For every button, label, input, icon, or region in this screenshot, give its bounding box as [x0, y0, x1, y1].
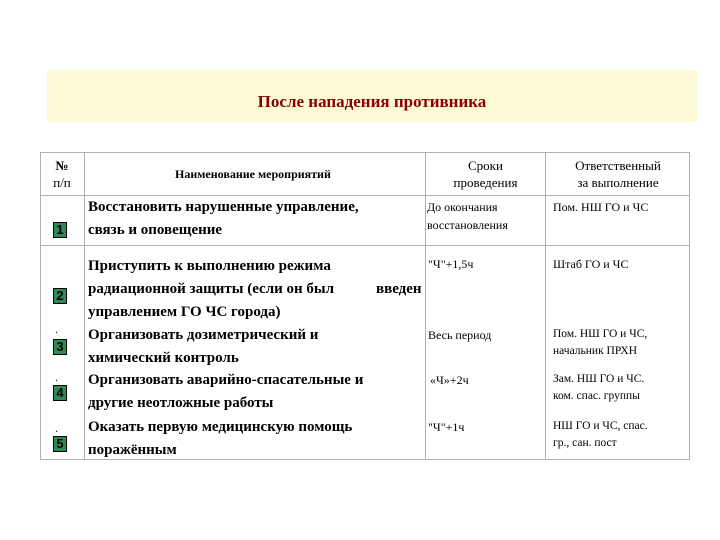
- dot-marker: .: [55, 370, 58, 384]
- page-title: После нападения противника: [257, 92, 487, 111]
- row-4-term: «Ч»+2ч: [430, 373, 469, 387]
- row-number-1: 1: [53, 222, 67, 238]
- row-4-responsible: Зам. НШ ГО и ЧС. ком. спас. группы: [553, 373, 645, 402]
- title-banner: [47, 70, 697, 122]
- row-2-action: Приступить к выполнению режима радиационной защиты (если он был управлением ГО ЧС города): [88, 258, 335, 320]
- row-1-responsible: Пом. НШ ГО и ЧС: [553, 200, 649, 214]
- col-divider-name: [425, 152, 426, 460]
- row-2-responsible: Штаб ГО и ЧС: [553, 257, 629, 271]
- row-number-5: 5: [53, 436, 67, 452]
- row-number-3: 3: [53, 339, 67, 355]
- col-divider-number: [84, 152, 85, 460]
- header-num: № п/п: [53, 158, 71, 190]
- dot-marker: .: [55, 322, 58, 336]
- row-5-term: "Ч"+1ч: [428, 420, 465, 434]
- row-1-action: Восстановить нарушенные управление, связь и оповещение: [88, 199, 359, 238]
- row-5-responsible: НШ ГО и ЧС, спас. гр., сан. пост: [553, 420, 648, 449]
- col-divider-term: [545, 152, 546, 460]
- header-responsible: Ответственный за выполнение: [575, 158, 661, 190]
- row-number-2: 2: [53, 288, 67, 304]
- dot-marker: .: [55, 421, 58, 435]
- header-term: Сроки проведения: [453, 158, 518, 190]
- row-3-term: Весь период: [428, 328, 492, 342]
- row-number-4: 4: [53, 385, 67, 401]
- row-2-overlap-word: введен: [376, 281, 422, 297]
- row-divider: [40, 245, 690, 246]
- row-3-responsible: Пом. НШ ГО и ЧС, начальник ПРХН: [553, 328, 648, 357]
- row-2-term: "Ч"+1,5ч: [428, 257, 474, 271]
- row-3-action: Организовать дозиметрический и химический контроль: [88, 327, 319, 366]
- row-4-action: Организовать аварийно-спасательные и другие неотложные работы: [88, 372, 364, 411]
- row-1-term: До окончания восстановления: [427, 200, 508, 232]
- row-5-action: Оказать первую медицинскую помощь поражённым: [88, 419, 353, 458]
- header-name: Наименование мероприятий: [175, 167, 331, 181]
